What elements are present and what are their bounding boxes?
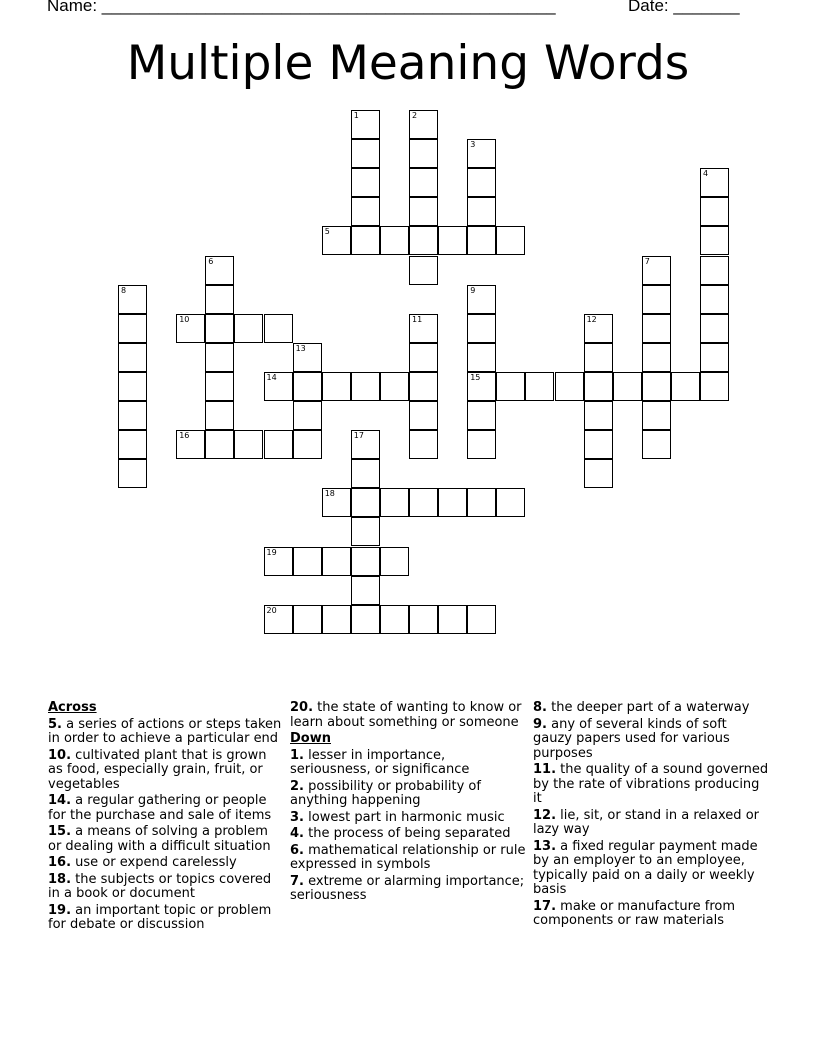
clue-down-17: 17. make or manufacture from components or raw materials	[533, 898, 736, 928]
clue-down-2: 2. possibility or probability of anything happening	[290, 778, 481, 808]
grid-cell[interactable]	[700, 343, 729, 372]
grid-cell[interactable]	[176, 314, 205, 343]
grid-cell[interactable]	[351, 576, 380, 605]
grid-cell[interactable]	[264, 547, 293, 576]
grid-cell[interactable]	[642, 343, 671, 372]
clue-number: 16	[179, 431, 190, 441]
grid-cell[interactable]	[642, 256, 671, 285]
grid-cell[interactable]	[584, 343, 613, 372]
grid-cell[interactable]	[409, 197, 438, 226]
page-title: Multiple Meaning Words	[126, 36, 690, 91]
clue-across-5: 5. a series of actions or steps taken in order to achieve a particular end	[48, 716, 282, 746]
grid-cell[interactable]	[351, 197, 380, 226]
grid-cell[interactable]	[176, 430, 205, 459]
clue-number: 1	[353, 111, 359, 120]
grid-cell[interactable]	[409, 226, 438, 255]
grid-cell[interactable]	[409, 401, 438, 430]
clue-column-1	[48, 701, 284, 935]
clue-across-14: 14. a regular gathering or people for the purchase and sale of items	[48, 793, 272, 823]
grid-cell[interactable]	[409, 256, 438, 285]
grid-cell[interactable]	[642, 314, 671, 343]
grid-cell[interactable]	[293, 547, 322, 576]
grid-cell[interactable]	[264, 605, 293, 634]
grid-cell[interactable]	[322, 605, 351, 634]
grid-cell[interactable]	[293, 401, 322, 430]
grid-cell[interactable]	[642, 372, 671, 401]
name-field[interactable]: Name: ________________________________________________	[47, 0, 556, 15]
clue-number: 20	[266, 605, 277, 615]
grid-cell[interactable]	[351, 459, 380, 488]
grid-cell[interactable]	[584, 372, 613, 401]
grid-cell[interactable]	[118, 459, 147, 488]
grid-cell[interactable]	[380, 226, 409, 255]
grid-cell[interactable]	[438, 605, 467, 634]
clue-number: 2	[412, 111, 418, 120]
grid-cell[interactable]	[467, 401, 496, 430]
clue-number: 17	[353, 431, 364, 441]
clue-number: 14	[266, 372, 277, 382]
grid-cell[interactable]	[584, 430, 613, 459]
grid-cell[interactable]	[700, 168, 729, 197]
grid-cell[interactable]	[409, 314, 438, 343]
grid-cell[interactable]	[322, 488, 351, 517]
grid-cell[interactable]	[293, 430, 322, 459]
grid-cell[interactable]	[467, 226, 496, 255]
grid-cell[interactable]	[351, 547, 380, 576]
grid-cell[interactable]	[700, 372, 729, 401]
clue-number: 9	[470, 285, 476, 295]
grid-cell[interactable]	[555, 372, 584, 401]
clue-across-10: 10. cultivated plant that is grown as food, especially grain, fruit, or vegetables	[48, 747, 267, 792]
clue-down-12: 12. lie, sit, or stand in a relaxed or lazy way	[533, 807, 759, 837]
grid-cell[interactable]	[322, 547, 351, 576]
grid-cell[interactable]	[322, 372, 351, 401]
down-heading: Down	[290, 731, 331, 746]
grid-cell[interactable]	[496, 372, 525, 401]
grid-cell[interactable]	[467, 430, 496, 459]
grid-cell[interactable]	[700, 285, 729, 314]
clue-down-9: 9. any of several kinds of soft gauzy papers used for various purposes	[533, 716, 730, 761]
grid-cell[interactable]	[118, 372, 147, 401]
grid-cell[interactable]	[293, 343, 322, 372]
grid-cell[interactable]	[700, 314, 729, 343]
clue-down-7: 7. extreme or alarming importance; seriousness	[290, 873, 525, 903]
grid-cell[interactable]	[322, 226, 351, 255]
grid-cell[interactable]	[293, 605, 322, 634]
clue-down-6: 6. mathematical relationship or rule expressed in symbols	[290, 842, 526, 872]
grid-cell[interactable]	[351, 110, 380, 139]
clue-number: 5	[324, 227, 330, 237]
grid-cell[interactable]	[438, 488, 467, 517]
grid-cell[interactable]	[380, 488, 409, 517]
grid-cell[interactable]	[293, 372, 322, 401]
clue-number: 6	[208, 256, 214, 266]
clue-across-18: 18. the subjects or topics covered in a book or document	[48, 871, 272, 901]
clue-number: 15	[470, 372, 481, 382]
grid-cell[interactable]	[525, 372, 554, 401]
date-field[interactable]: Date: _______	[628, 0, 740, 15]
grid-cell[interactable]	[467, 314, 496, 343]
clue-down-13: 13. a fixed regular payment made by an employer to an employee, typically paid on a daily or weekly basis	[533, 838, 758, 897]
grid-cell[interactable]	[613, 372, 642, 401]
grid-cell[interactable]	[264, 372, 293, 401]
grid-cell[interactable]	[700, 197, 729, 226]
grid-cell[interactable]	[351, 488, 380, 517]
grid-cell[interactable]	[700, 256, 729, 285]
clue-number: 8	[121, 285, 127, 295]
grid-cell[interactable]	[409, 343, 438, 372]
grid-cell[interactable]	[467, 488, 496, 517]
clue-number: 13	[295, 343, 306, 353]
grid-cell[interactable]	[409, 110, 438, 139]
grid-cell[interactable]	[380, 372, 409, 401]
grid-cell[interactable]	[467, 197, 496, 226]
grid-cell[interactable]	[409, 372, 438, 401]
grid-cell[interactable]	[264, 430, 293, 459]
grid-cell[interactable]	[409, 605, 438, 634]
grid-cell[interactable]	[380, 605, 409, 634]
grid-cell[interactable]	[409, 488, 438, 517]
grid-cell[interactable]	[205, 314, 234, 343]
clue-down-8: 8. the deeper part of a waterway	[533, 700, 750, 715]
grid-cell[interactable]	[118, 285, 147, 314]
clue-number: 19	[266, 547, 277, 557]
clue-across-20: 20. the state of wanting to know or learn about something or someone	[290, 700, 522, 730]
grid-cell[interactable]	[700, 226, 729, 255]
clue-number: 12	[586, 314, 597, 324]
clue-number: 10	[179, 314, 190, 324]
grid-cell[interactable]	[234, 430, 263, 459]
clue-down-1: 1. lesser in importance, seriousness, or significance	[290, 747, 470, 777]
grid-cell[interactable]	[351, 168, 380, 197]
grid-cell[interactable]	[438, 226, 467, 255]
grid-cell[interactable]	[205, 343, 234, 372]
clue-column-3	[533, 701, 769, 931]
grid-cell[interactable]	[118, 314, 147, 343]
grid-cell[interactable]	[467, 285, 496, 314]
grid-cell[interactable]	[584, 401, 613, 430]
grid-cell[interactable]	[642, 430, 671, 459]
clue-number: 3	[470, 140, 476, 150]
clue-number: 11	[412, 314, 423, 324]
grid-cell[interactable]	[467, 139, 496, 168]
grid-cell[interactable]	[467, 343, 496, 372]
grid-cell[interactable]	[409, 430, 438, 459]
grid-cell[interactable]	[118, 401, 147, 430]
clue-down-3: 3. lowest part in harmonic music	[290, 809, 505, 825]
clue-column-2	[290, 701, 526, 906]
grid-cell[interactable]	[205, 256, 234, 285]
grid-cell[interactable]	[205, 285, 234, 314]
grid-cell[interactable]	[205, 430, 234, 459]
grid-cell[interactable]	[642, 285, 671, 314]
clue-down-4: 4. the process of being separated	[290, 826, 511, 841]
clue-number: 4	[703, 169, 709, 179]
grid-cell[interactable]	[264, 314, 293, 343]
grid-cell[interactable]	[642, 401, 671, 430]
grid-cell[interactable]	[467, 372, 496, 401]
grid-cell[interactable]	[671, 372, 700, 401]
grid-cell[interactable]	[409, 168, 438, 197]
clue-down-11: 11. the quality of a sound governed by the rate of vibrations producing it	[533, 762, 769, 806]
clue-number: 7	[644, 256, 650, 266]
grid-cell[interactable]	[205, 401, 234, 430]
grid-cell[interactable]	[496, 226, 525, 255]
grid-cell[interactable]	[351, 430, 380, 459]
grid-cell[interactable]	[351, 372, 380, 401]
grid-cell[interactable]	[234, 314, 263, 343]
grid-cell[interactable]	[409, 139, 438, 168]
grid-cell[interactable]	[118, 430, 147, 459]
grid-cell[interactable]	[118, 343, 147, 372]
grid-cell[interactable]	[351, 605, 380, 634]
grid-cell[interactable]	[584, 314, 613, 343]
grid-cell[interactable]	[351, 517, 380, 546]
grid-cell[interactable]	[351, 139, 380, 168]
grid-cell[interactable]	[205, 372, 234, 401]
grid-cell[interactable]	[380, 547, 409, 576]
clue-across-16: 16. use or expend carelessly	[48, 855, 237, 870]
grid-cell[interactable]	[496, 488, 525, 517]
grid-cell[interactable]	[351, 226, 380, 255]
clue-number: 18	[324, 489, 335, 499]
clue-across-19: 19. an important topic or problem for debate or discussion	[48, 902, 272, 932]
grid-cell[interactable]	[584, 459, 613, 488]
grid-cell[interactable]	[467, 168, 496, 197]
grid-cell[interactable]	[467, 605, 496, 634]
across-heading: Across	[48, 700, 97, 715]
clue-across-15: 15. a means of solving a problem or dealing with a difficult situation	[48, 824, 271, 854]
